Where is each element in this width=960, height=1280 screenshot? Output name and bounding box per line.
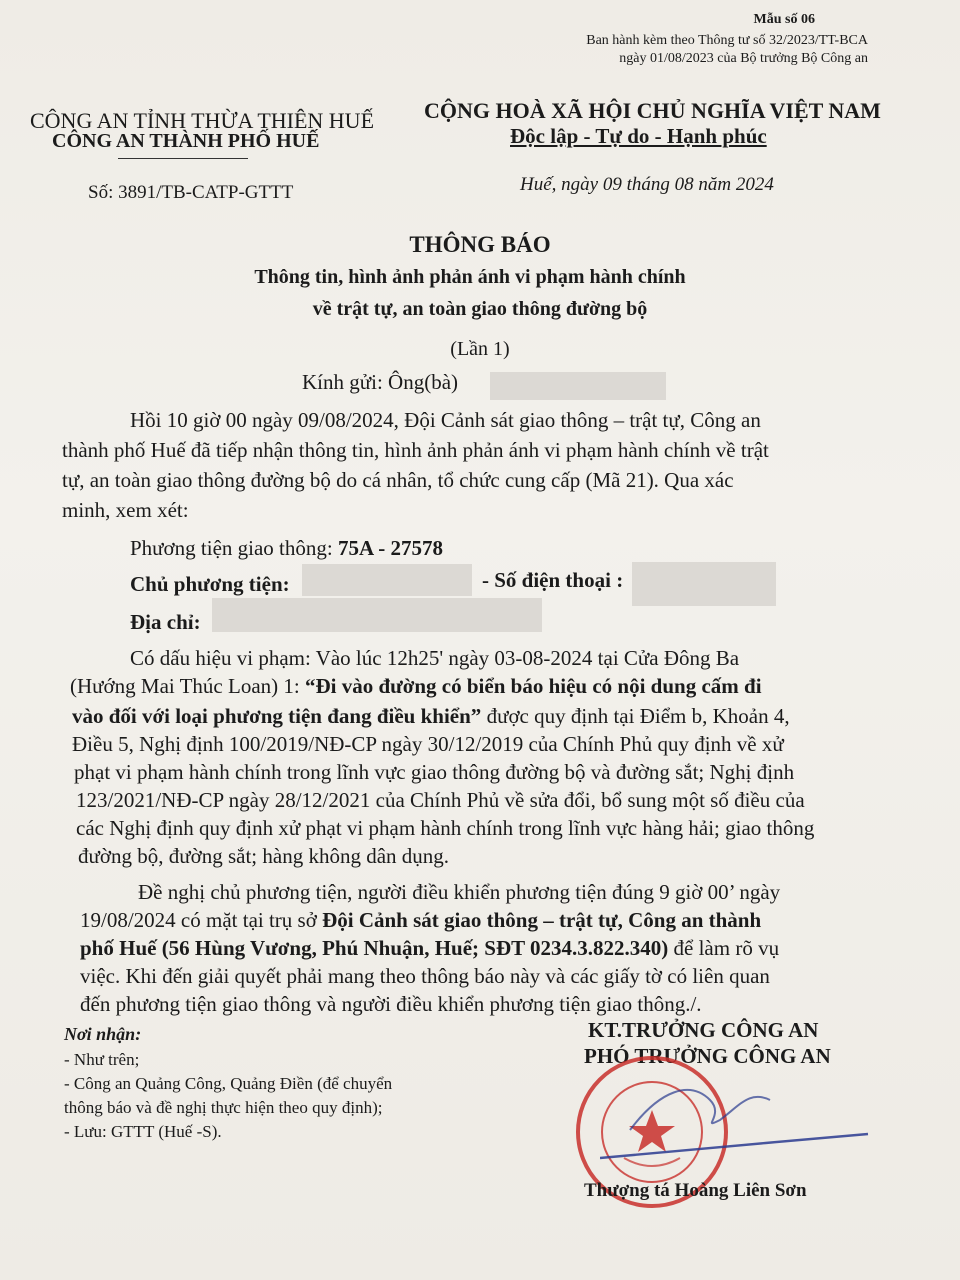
redacted-recipient xyxy=(490,372,666,400)
recipient-greeting: Kính gửi: Ông(bà) xyxy=(302,370,459,394)
document-subtitle-2: về trật tự, an toàn giao thông đường bộ xyxy=(312,298,648,320)
redacted-owner xyxy=(302,564,472,596)
paragraph1-line: Hồi 10 giờ 00 ngày 09/08/2024, Đội Cảnh sát giao thông – trật tự, Công an xyxy=(130,408,761,432)
document-subtitle-1: Thông tin, hình ảnh phản ánh vi phạm hành chính xyxy=(254,266,686,288)
recipient-item: thông báo và đề nghị thực hiện theo quy định); xyxy=(64,1098,383,1117)
circular-reference xyxy=(586,32,868,68)
violation-description: “Đi vào đường có biển báo hiệu có nội dung cấm đi xyxy=(304,674,762,698)
request-purpose: để làm rõ vụ xyxy=(668,936,780,960)
organization-name: CÔNG AN THÀNH PHỐ HUẾ xyxy=(52,130,320,152)
notice-round: (Lần 1) xyxy=(450,338,510,360)
violation-line: đường bộ, đường sắt; hàng không dân dụng. xyxy=(78,844,450,868)
recipients-heading: Nơi nhận: xyxy=(64,1024,142,1044)
circular-line-1: Ban hành kèm theo Thông tư số 32/2023/TT-BCA xyxy=(586,33,868,48)
place-date: Huế, ngày 09 tháng 08 năm 2024 xyxy=(520,174,774,195)
violation-line xyxy=(70,674,762,699)
request-office: Đội Cảnh sát giao thông – trật tự, Công an thành xyxy=(322,908,762,932)
recipient-item: - Lưu: GTTT (Huế -S). xyxy=(64,1122,222,1141)
violation-description-cont: vào đối với loại phương tiện đang điều khiển” xyxy=(72,704,482,728)
request-line: Đề nghị chủ phương tiện, người điều khiển phương tiện đúng 9 giờ 00’ ngày xyxy=(138,880,781,904)
parent-organization: CÔNG AN TỈNH THỪA THIÊN HUẾ xyxy=(30,108,375,133)
document-number: Số: 3891/TB-CATP-GTTT xyxy=(88,182,294,203)
document-title: THÔNG BÁO xyxy=(409,232,551,257)
recipient-item: - Như trên; xyxy=(64,1050,140,1069)
phone-label: - Số điện thoại : xyxy=(482,568,624,592)
signature-title-1: KT.TRƯỞNG CÔNG AN xyxy=(588,1018,819,1042)
request-date: 19/08/2024 có mặt tại trụ sở xyxy=(80,908,323,932)
recipient-item: - Công an Quảng Công, Quảng Điền (để chuyển xyxy=(64,1074,393,1093)
request-address: phố Huế (56 Hùng Vương, Phú Nhuận, Huế; SĐT 0234.3.822.340) xyxy=(80,936,669,960)
form-number: Mẫu số 06 xyxy=(753,12,815,27)
paragraph1-line: thành phố Huế đã tiếp nhận thông tin, hình ảnh phản ánh vi phạm hành chính về trật xyxy=(62,438,769,462)
violation-location: (Hướng Mai Thúc Loan) 1: xyxy=(70,674,305,698)
violation-line: 123/2021/NĐ-CP ngày 28/12/2021 của Chính Phủ về sửa đổi, bổ sung một số điều của xyxy=(76,788,805,812)
violation-line: Điều 5, Nghị định 100/2019/NĐ-CP ngày 30/12/2019 của Chính Phủ quy định về xử xyxy=(72,732,784,756)
paragraph1-line: tự, an toàn giao thông đường bộ do cá nhân, tổ chức cung cấp (Mã 21). Qua xác xyxy=(62,468,734,492)
handwritten-signature xyxy=(600,1060,880,1170)
request-line xyxy=(80,908,761,933)
signature-title-2: PHÓ TRƯỞNG CÔNG AN xyxy=(584,1044,831,1068)
address-label: Địa chỉ: xyxy=(130,610,201,634)
redacted-phone xyxy=(632,562,776,606)
vehicle-label: Phương tiện giao thông: xyxy=(130,536,338,560)
violation-line: Có dấu hiệu vi phạm: Vào lúc 12h25' ngày 03-08-2024 tại Cửa Đông Ba xyxy=(130,646,740,670)
organization-underline xyxy=(118,158,248,159)
redacted-address xyxy=(212,598,542,632)
national-motto: Độc lập - Tự do - Hạnh phúc xyxy=(510,124,767,148)
paragraph1-line: minh, xem xét: xyxy=(62,498,189,522)
request-line: việc. Khi đến giải quyết phải mang theo thông báo này và các giấy tờ có liên quan xyxy=(80,964,770,988)
violation-regulation: được quy định tại Điểm b, Khoản 4, xyxy=(481,704,790,728)
violation-line: các Nghị định quy định xử phạt vi phạm hành chính trong lĩnh vực hàng hải; giao thông xyxy=(76,816,815,840)
owner-label: Chủ phương tiện: xyxy=(130,572,290,596)
violation-line: phạt vi phạm hành chính trong lĩnh vực giao thông đường bộ và đường sắt; Nghị định xyxy=(74,760,795,784)
license-plate: 75A - 27578 xyxy=(337,536,443,560)
vehicle-line xyxy=(130,536,443,561)
nation-name: CỘNG HOÀ XÃ HỘI CHỦ NGHĨA VIỆT NAM xyxy=(424,98,881,123)
request-line: đến phương tiện giao thông và người điều khiển phương tiện giao thông./. xyxy=(80,992,702,1016)
circular-line-2: ngày 01/08/2023 của Bộ trưởng Bộ Công an xyxy=(619,51,868,66)
signer-name: Thượng tá Hoàng Liên Sơn xyxy=(584,1180,807,1201)
request-line xyxy=(80,936,779,961)
violation-line xyxy=(72,704,790,729)
